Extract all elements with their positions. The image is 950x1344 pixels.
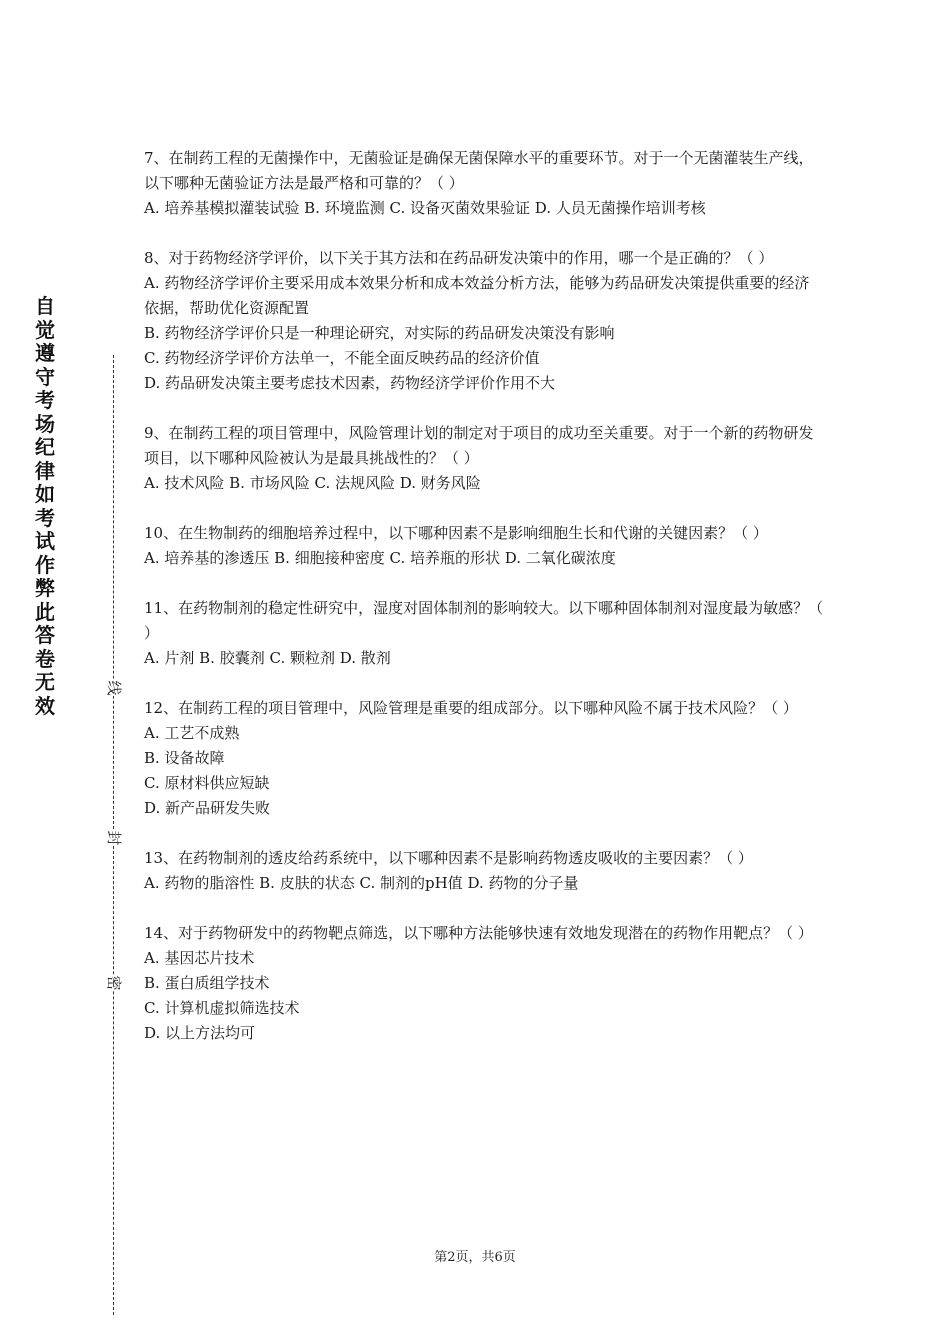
question-10: [144, 521, 824, 571]
option-c: C. 设备灭菌效果验证: [389, 199, 530, 217]
option-a: A. 培养基的渗透压: [144, 549, 270, 567]
option-d: D. 财务风险: [399, 474, 481, 492]
question-list: [144, 146, 824, 1071]
option-d: D. 散剂: [339, 649, 391, 667]
binding-mark-seal: 封: [105, 830, 123, 846]
question-8: [144, 246, 824, 396]
question-11: [144, 596, 824, 671]
exam-discipline-warning: 自觉遵守考场纪律如考试作弊此答卷无效: [35, 294, 55, 718]
option-d: D. 新产品研发失败: [144, 799, 271, 817]
question-12: [144, 696, 824, 821]
option-c: C. 颗粒剂: [269, 649, 335, 667]
option-b: B. 蛋白质组学技术: [144, 974, 270, 992]
option-row: [144, 871, 824, 896]
question-7: [144, 146, 824, 221]
question-stem: 14、对于药物研发中的药物靶点筛选，以下哪种方法能够快速有效地发现潜在的药物作用靶点？（ ）: [144, 924, 813, 942]
question-stem: 7、在制药工程的无菌操作中，无菌验证是确保无菌保障水平的重要环节。对于一个无菌灌装生产线，以下哪种无菌验证方法是最严格和可靠的？（ ）: [144, 149, 814, 192]
option-row: [144, 646, 824, 671]
question-9: [144, 421, 824, 496]
option-c: C. 药物经济学评价方法单一，不能全面反映药品的经济价值: [144, 349, 540, 367]
question-stem: 12、在制药工程的项目管理中，风险管理是重要的组成部分。以下哪种风险不属于技术风险？（ ）: [144, 699, 798, 717]
option-b: B. 细胞接种密度: [274, 549, 385, 567]
binding-mark-secret: 密: [105, 975, 123, 991]
option-b: B. 胶囊剂: [199, 649, 265, 667]
question-13: [144, 846, 824, 896]
option-d: D. 药品研发决策主要考虑技术因素，药物经济学评价作用不大: [144, 374, 556, 392]
option-a: A. 片剂: [144, 649, 195, 667]
option-row: [144, 196, 824, 221]
option-a: A. 基因芯片技术: [144, 949, 255, 967]
option-a: A. 技术风险: [144, 474, 225, 492]
option-c: C. 培养瓶的形状: [389, 549, 500, 567]
option-b: B. 市场风险: [229, 474, 310, 492]
option-d: D. 以上方法均可: [144, 1024, 256, 1042]
question-stem: 8、对于药物经济学评价，以下关于其方法和在药品研发决策中的作用，哪一个是正确的？（ ）: [144, 249, 774, 267]
option-c: C. 制剂的pH值: [359, 874, 463, 892]
option-row: [144, 546, 824, 571]
option-d: D. 药物的分子量: [467, 874, 579, 892]
option-b: B. 环境监测: [304, 199, 385, 217]
option-c: C. 计算机虚拟筛选技术: [144, 999, 300, 1017]
option-b: B. 药物经济学评价只是一种理论研究，对实际的药品研发决策没有影响: [144, 324, 615, 342]
option-row: [144, 471, 824, 496]
option-c: C. 法规风险: [314, 474, 395, 492]
question-stem: 11、在药物制剂的稳定性研究中，湿度对固体制剂的影响较大。以下哪种固体制剂对湿度最为敏感？（ ）: [144, 599, 824, 642]
option-a: A. 药物经济学评价主要采用成本效果分析和成本效益分析方法，能够为药品研发决策提供重要的经济依据，帮助优化资源配置: [144, 274, 810, 317]
option-d: D. 二氧化碳浓度: [504, 549, 616, 567]
option-a: A. 培养基模拟灌装试验: [144, 199, 300, 217]
question-stem: 13、在药物制剂的透皮给药系统中，以下哪种因素不是影响药物透皮吸收的主要因素？（ ）: [144, 849, 753, 867]
option-b: B. 设备故障: [144, 749, 225, 767]
binding-mark-line: 线: [105, 680, 123, 696]
question-stem: 9、在制药工程的项目管理中，风险管理计划的制定对于项目的成功至关重要。对于一个新的药物研发项目，以下哪种风险被认为是最具挑战性的？（ ）: [144, 424, 814, 467]
question-stem: 10、在生物制药的细胞培养过程中，以下哪种因素不是影响细胞生长和代谢的关键因素？（ ）: [144, 524, 768, 542]
option-b: B. 皮肤的状态: [259, 874, 355, 892]
question-14: [144, 921, 824, 1046]
option-a: A. 药物的脂溶性: [144, 874, 255, 892]
page-number: 第2页，共6页: [434, 1250, 516, 1265]
option-c: C. 原材料供应短缺: [144, 774, 270, 792]
option-a: A. 工艺不成熟: [144, 724, 240, 742]
option-d: D. 人员无菌操作培训考核: [534, 199, 706, 217]
